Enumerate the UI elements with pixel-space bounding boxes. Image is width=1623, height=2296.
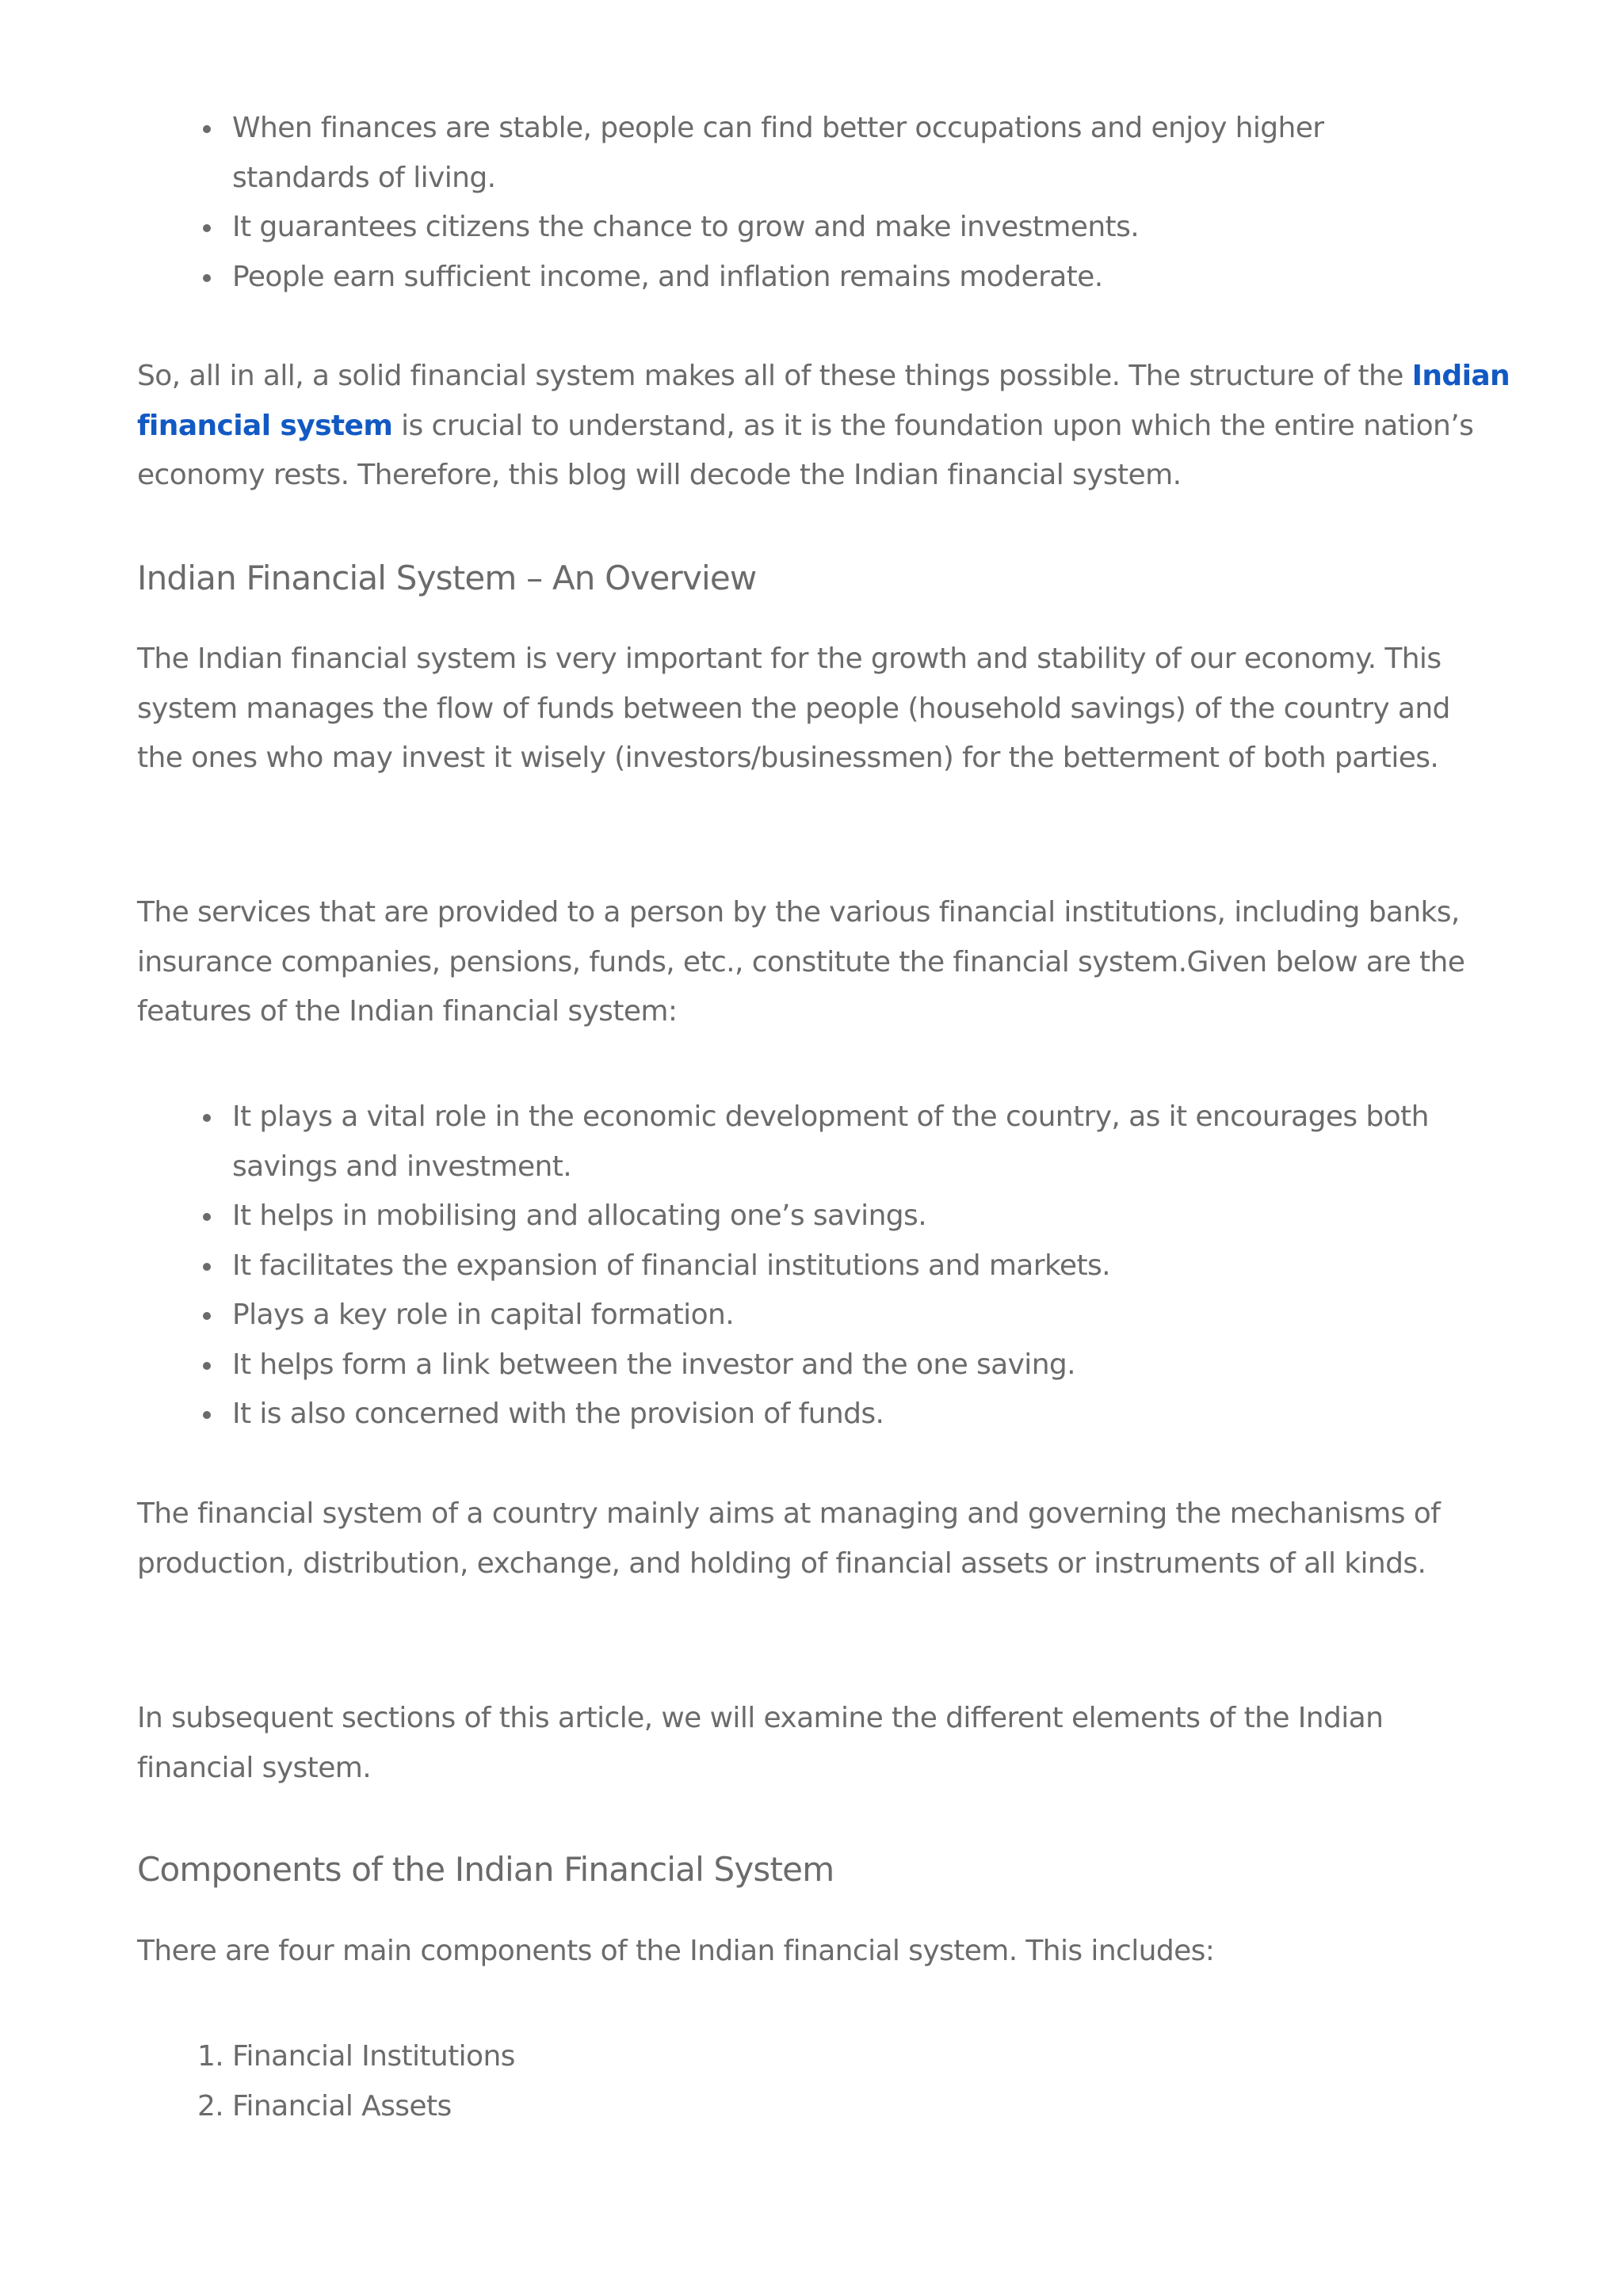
bullet-icon	[203, 1114, 211, 1122]
bullet-icon	[203, 224, 211, 232]
bullet-icon	[203, 1263, 211, 1271]
list-item: When finances are stable, people can find better occupations and enjoy higher standards of living.	[232, 104, 1453, 203]
section-heading-overview: Indian Financial System – An Overview	[137, 559, 757, 597]
list-item: It guarantees citizens the chance to grow and make investments.	[232, 203, 1453, 253]
list-item: People earn sufficient income, and inflation remains moderate.	[232, 253, 1453, 303]
indian-financial-system-link[interactable]: Indian financial system	[137, 360, 1510, 442]
list-item: It facilitates the expansion of financial institutions and markets.	[232, 1241, 1453, 1291]
overview-paragraph: The Indian financial system is very important for the growth and stability of our economy. This system manages the flow of funds between the people (household savings) of the country and the ones who may invest it wisely (investors/businessmen) for the betterment of both parties.	[137, 643, 1450, 774]
bullet-icon	[203, 125, 211, 133]
components-numbered-list	[137, 2032, 515, 2131]
list-item: It is also concerned with the provision of funds.	[232, 1390, 1453, 1440]
intro-paragraph: So, all in all, a solid financial system makes all of these things possible. The structure of the Indian financial system is crucial to understand, as it is the foundation upon which the entire nation’s economy rests. Therefore, this blog will decode the Indian financial system.	[137, 360, 1510, 491]
list-item: It plays a vital role in the economic development of the country, as it encourages both savings and investment.	[232, 1093, 1453, 1192]
services-paragraph: The services that are provided to a person by the various financial institutions, including banks, insurance companies, pensions, funds, etc., constitute the financial system.Given below are the features of the Indian financial system:	[137, 896, 1465, 1028]
list-item: It helps form a link between the investor and the one saving.	[232, 1341, 1453, 1390]
bullet-icon	[203, 1312, 211, 1320]
list-item: 2. Financial Assets	[197, 2089, 452, 2122]
list-item: 1. Financial Institutions	[197, 2040, 515, 2073]
list-item: Plays a key role in capital formation.	[232, 1291, 1453, 1341]
bullet-icon	[203, 1411, 211, 1419]
components-intro-paragraph: There are four main components of the Indian financial system. This includes:	[137, 1935, 1215, 1967]
features-bullet-list	[137, 1093, 1453, 1440]
bullet-icon	[203, 274, 211, 282]
bullet-icon	[203, 1213, 211, 1221]
list-item: It helps in mobilising and allocating one’s savings.	[232, 1192, 1453, 1241]
subsequent-sections-paragraph: In subsequent sections of this article, we will examine the different elements of the Indian financial system.	[137, 1702, 1384, 1784]
purpose-paragraph: The financial system of a country mainly aims at managing and governing the mechanisms of production, distribution, exchange, and holding of financial assets or instruments of all kinds.	[137, 1497, 1441, 1580]
section-heading-components: Components of the Indian Financial System	[137, 1850, 834, 1889]
bullet-icon	[203, 1362, 211, 1370]
intro-bullet-list	[137, 104, 1453, 302]
